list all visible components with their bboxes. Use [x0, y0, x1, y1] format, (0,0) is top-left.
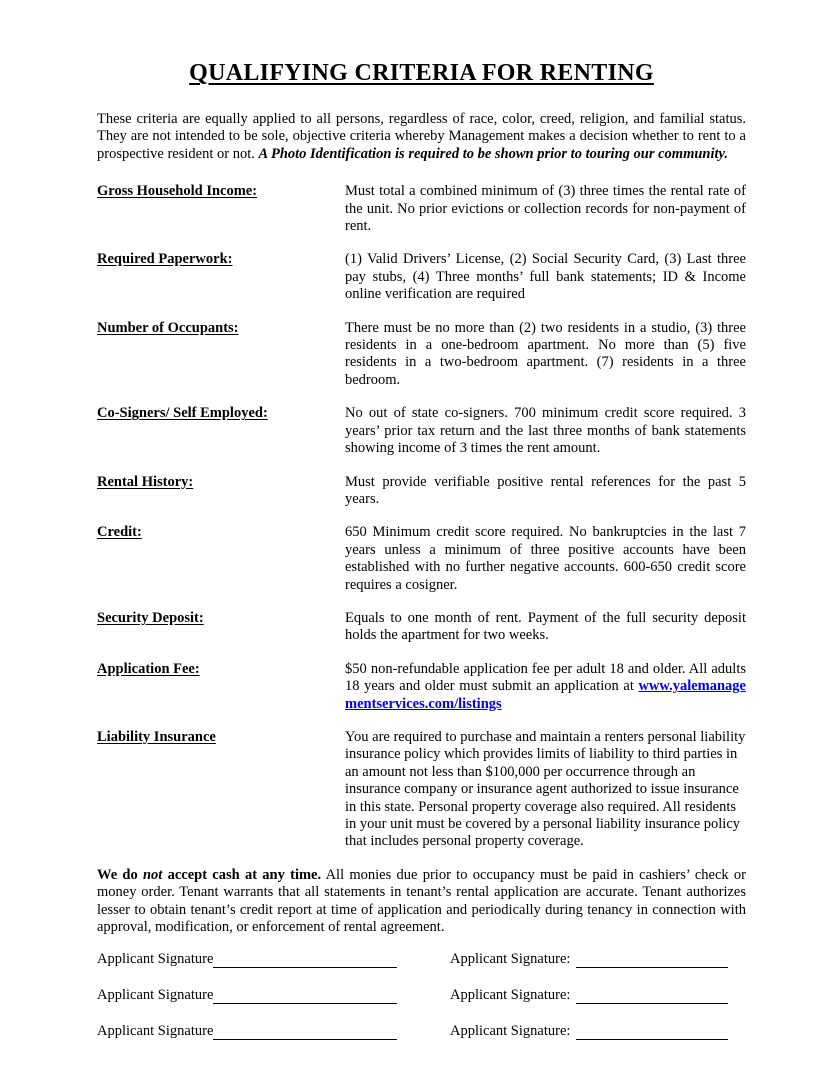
signature-line: [213, 1026, 397, 1040]
criterion-row-rental-history: [97, 474, 746, 509]
document-title: QUALIFYING CRITERIA FOR RENTING: [189, 60, 654, 86]
signature-section: [97, 952, 746, 1040]
intro-photo-id-notice: A Photo Identification is required to be shown prior to touring our community.: [258, 145, 729, 162]
signature-row: [97, 952, 746, 968]
signature-label: Applicant Signature: [97, 987, 214, 1004]
criterion-label: Security Deposit:: [97, 609, 204, 626]
criterion-row-liability-insurance: [97, 729, 746, 851]
criterion-row-credit: [97, 524, 746, 594]
criterion-row-security-deposit: [97, 610, 746, 645]
criterion-row-application-fee: [97, 661, 746, 713]
signature-cell: [450, 951, 746, 968]
no-cash-policy-paragraph: [97, 867, 746, 937]
criterion-text: 650 Minimum credit score required. No bankruptcies in the last 7 years unless a minimum of three positive accounts have been established with no further negative accounts. 600-650 credit score requires a cosigner.: [345, 524, 746, 593]
criterion-label: Application Fee:: [97, 660, 200, 677]
criterion-row-required-paperwork: [97, 251, 746, 303]
signature-line: [576, 954, 728, 968]
intro-paragraph: [97, 111, 746, 163]
signature-cell: [97, 1023, 450, 1040]
no-cash-bold-lead: We do: [97, 866, 143, 883]
criterion-row-cosigners-self-employed: [97, 405, 746, 457]
signature-label: Applicant Signature:: [450, 1023, 571, 1040]
signature-line: [576, 990, 728, 1004]
signature-line: [213, 954, 397, 968]
signature-cell: [450, 987, 746, 1004]
criterion-text: [345, 661, 746, 713]
signature-line: [576, 1026, 728, 1040]
no-cash-normal-text: All monies due prior to occupancy must be paid in cashiers’ check or money order. Tenant warrants that all statements in tenant’s rental application are accurate. Tenant authorizes lesser to obtain tenant’s credit report at time of application and periodically during tenancy in connection with approval, modification, or enforcement of rental agreement.: [97, 866, 747, 936]
application-fee-text: $50 non-refundable application fee per adult 18 and older. All adults 18 years and older must submit an application at: [345, 660, 746, 695]
criterion-row-gross-household-income: [97, 183, 746, 235]
criterion-text: No out of state co-signers. 700 minimum credit score required. 3 years’ prior tax return and the last three months of bank statements showing income of 3 times the rent amount.: [345, 405, 746, 457]
signature-label: Applicant Signature: [97, 951, 214, 968]
no-cash-bold-tail: accept cash at any time.: [162, 866, 322, 883]
criterion-label: Required Paperwork:: [97, 251, 233, 268]
criterion-text: You are required to purchase and maintain a renters personal liability insurance policy which provides limits of liability to third parties in an amount not less than $100,000 per occurrence through an insurance company or insurance agent authorized to issue insurance in this state. Personal property coverage also required. All residents in your unit must be covered by a personal liability insurance policy that includes personal property coverage.: [345, 728, 746, 850]
criterion-label: Rental History:: [97, 473, 194, 490]
criterion-label: Co-Signers/ Self Employed:: [97, 405, 268, 422]
criterion-label: Gross Household Income:: [97, 183, 258, 200]
signature-row: [97, 1024, 746, 1040]
criterion-text: There must be no more than (2) two residents in a studio, (3) three residents in a one-bedroom apartment. No more than (5) five residents in a two-bedroom apartment. (7) residents in a three bedroom.: [345, 319, 746, 388]
signature-row: [97, 988, 746, 1004]
signature-cell: [97, 951, 450, 968]
signature-cell: [97, 987, 450, 1004]
criterion-text: Must provide verifiable positive rental references for the past 5 years.: [345, 473, 746, 507]
listings-link[interactable]: www.yalemanagementservices.com/listings: [345, 678, 746, 712]
criterion-label: Number of Occupants:: [97, 319, 239, 336]
signature-label: Applicant Signature: [97, 1023, 214, 1040]
criterion-row-number-of-occupants: [97, 320, 746, 390]
signature-label: Applicant Signature:: [450, 951, 571, 968]
signature-cell: [450, 1023, 746, 1040]
criterion-label: Liability Insurance: [97, 728, 216, 745]
signature-label: Applicant Signature:: [450, 987, 571, 1004]
criterion-text: Must total a combined minimum of (3) three times the rental rate of the unit. No prior evictions or collection records for non-payment of rent.: [345, 183, 746, 235]
intro-text: These criteria are equally applied to all persons, regardless of race, color, creed, religion, and familial status. They are not intended to be sole, objective criteria whereby Management makes a decision whether to rent to a prospective resident or not.: [97, 111, 746, 162]
criterion-text: Equals to one month of rent. Payment of the full security deposit holds the apartment for two weeks.: [345, 609, 746, 644]
signature-line: [213, 990, 397, 1004]
criterion-text: (1) Valid Drivers’ License, (2) Social Security Card, (3) Last three pay stubs, (4) Three months’ full bank statements; ID & Income online verification are required: [345, 251, 746, 303]
no-cash-bold-italic: not: [142, 866, 163, 883]
criteria-list: [97, 183, 746, 851]
criterion-label: Credit:: [97, 524, 142, 541]
